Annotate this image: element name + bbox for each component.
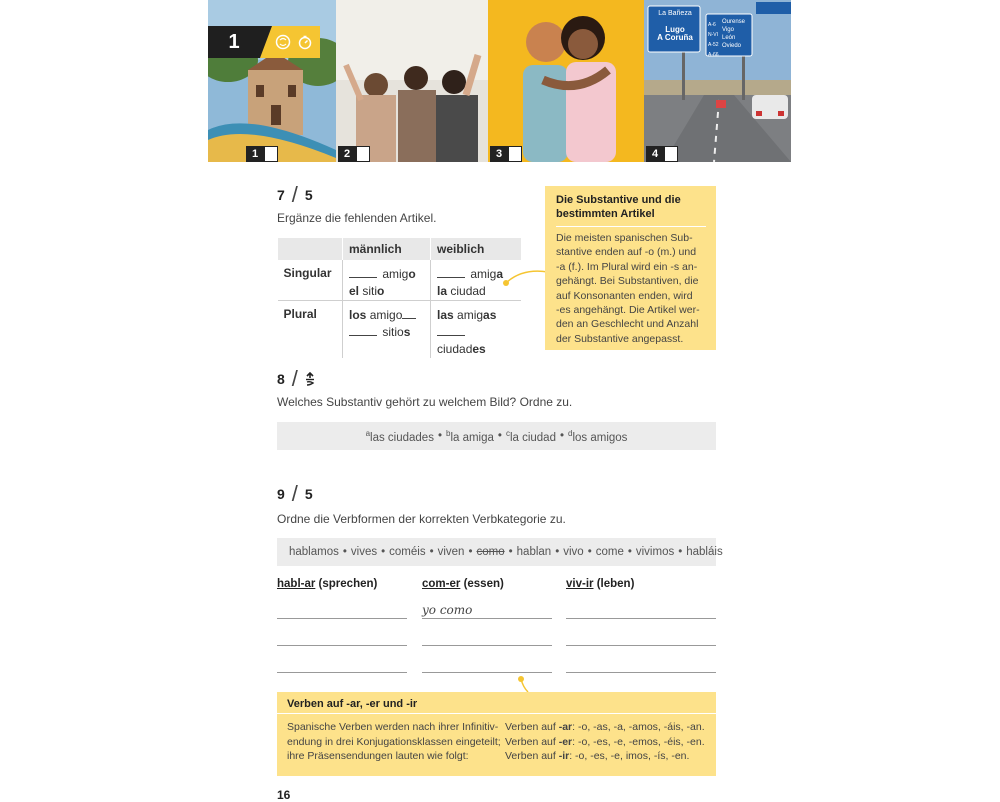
ending-blank[interactable] — [402, 307, 416, 319]
photo-3-number: 3 — [490, 146, 522, 162]
answer-line[interactable] — [566, 672, 716, 673]
brain-icon — [275, 34, 291, 50]
separator: • — [678, 546, 683, 558]
exercise-9-header: 9 / 5 — [277, 481, 313, 506]
separator: • — [587, 546, 592, 558]
answer-line[interactable] — [277, 618, 407, 619]
exercise-number: 8 — [277, 371, 285, 387]
cell-plural-feminine: las amigas ciudades — [431, 301, 522, 359]
article-blank[interactable] — [349, 266, 377, 278]
article-blank[interactable] — [349, 324, 377, 336]
separator: • — [468, 546, 473, 558]
verb-box-endings: Verben auf -ar: -o, -as, -a, -amos, -áis, -an. Verben auf -er: -o, -es, -e, -emos, -éis, -en. Verben auf -ir: -o, -es, -e, imos, -ís, -en. — [505, 721, 705, 762]
answer-line[interactable] — [566, 618, 716, 619]
answer-line[interactable] — [277, 645, 407, 646]
row-label-plural: Plural — [278, 301, 343, 359]
grammar-note-articles: Die Substantive und die bestimmten Artikel Die meisten spanischen Sub- stantive enden auf -o (m.) und -a (f.). Im Plural wird ein -s an- gehängt. Bei Substantiven, die auf Konsonanten enden, wird -es angehängt. Die Artikel wer- den an Geschlecht und Anzahl der Substantive angepasst. — [545, 186, 716, 350]
separator: • — [508, 546, 513, 558]
photo-1-number: 1 — [246, 146, 278, 162]
verb-item: vivimos — [635, 546, 675, 558]
word-item: $^b$la amiga — [445, 428, 494, 444]
word-bank-verbs — [277, 538, 723, 566]
separator: • — [342, 546, 347, 558]
separator: • — [381, 546, 386, 558]
verb-item: como — [476, 546, 505, 558]
grammar-note-verbs — [277, 692, 716, 776]
table-header-empty — [278, 238, 343, 260]
unit-number: 1 — [228, 30, 240, 53]
row-label-singular: Singular — [283, 266, 332, 280]
answer-line[interactable] — [422, 645, 552, 646]
unit-badge — [208, 26, 320, 58]
photo-4-number: 4 — [646, 146, 678, 162]
road-sign-left: La Bañeza Lugo A Coruña — [657, 10, 693, 42]
exercise-number: 9 — [277, 486, 285, 502]
exercise-8-instruction: Welches Substantiv gehört zu welchem Bild? Ordne zu. — [277, 395, 573, 409]
separator: • — [555, 546, 560, 558]
article-table — [277, 238, 521, 358]
verb-item: vivo — [563, 546, 584, 558]
answer-line[interactable] — [277, 672, 407, 673]
answer-line[interactable] — [566, 645, 716, 646]
column-header-ar: habl-ar (sprechen) — [277, 578, 378, 590]
verb-item: viven — [437, 546, 465, 558]
verb-item: hablamos — [289, 546, 339, 558]
exercise-8-header: 8 / — [277, 366, 315, 392]
exercise-7-header: 7 / 5 — [277, 182, 313, 207]
verb-box-title: Verben auf -ar, -er und -ir — [287, 698, 418, 710]
column-header-ir: viv-ir (leben) — [566, 578, 635, 590]
photo-3-hug — [488, 0, 644, 162]
table-header-masculine: männlich — [343, 238, 431, 260]
photo-2-friends — [336, 0, 488, 162]
word-item: $^a$las ciudades — [365, 428, 434, 444]
exercise-points: 5 — [304, 486, 313, 502]
separator: • — [627, 546, 632, 558]
article-blank[interactable] — [437, 324, 465, 336]
cell-singular-masculine: amigo el sitio — [343, 260, 431, 301]
photo-2-number: 2 — [338, 146, 370, 162]
verb-box-explanation: Spanische Verben werden nach ihrer Infinitiv- endung in drei Konjugationsklassen eingeteilt; ihre Präsensendungen lauten wie folgt: — [287, 721, 501, 762]
answer-line[interactable] — [422, 672, 552, 673]
cell-plural-masculine: los amigo sitios — [343, 301, 431, 359]
word-item: $^c$la ciudad — [505, 428, 556, 444]
table-header-feminine: weiblich — [431, 238, 522, 260]
verb-item: habláis — [686, 546, 723, 558]
timer-icon — [297, 34, 313, 50]
photo-4-road — [644, 0, 791, 162]
verb-item: coméis — [389, 546, 426, 558]
exercise-points: 5 — [304, 187, 313, 203]
cell-singular-feminine: amiga la ciudad — [431, 260, 522, 301]
fraction-icon — [305, 372, 315, 386]
verb-box-connector — [514, 674, 534, 694]
note-connector — [500, 262, 550, 288]
verb-item: hablan — [516, 546, 552, 558]
verb-item: come — [595, 546, 624, 558]
road-sign-right: Ourense Vigo León Oviedo — [722, 19, 746, 49]
photo-1-park-guell — [208, 0, 336, 162]
page-number: 16 — [277, 788, 291, 802]
exercise-number: 7 — [277, 187, 285, 203]
example-answer: yo como — [422, 603, 473, 617]
exercise-7-instruction: Ergänze die fehlenden Artikel. — [277, 211, 437, 225]
verb-item: vives — [350, 546, 378, 558]
column-header-er: com-er (essen) — [422, 578, 504, 590]
exercise-9-instruction: Ordne die Verbformen der korrekten Verbkategorie zu. — [277, 512, 566, 526]
note-title: Die Substantive und die bestimmten Artikel — [556, 194, 681, 220]
road-codes: A-6 N-VI A-52 A-66 — [708, 22, 719, 58]
word-bank-nouns: $^a$las ciudades • $^b$la amiga • $^c$la ciudad • $^d$los amigos — [277, 422, 716, 450]
answer-line[interactable] — [422, 618, 552, 619]
article-blank[interactable] — [437, 266, 465, 278]
separator: • — [429, 546, 434, 558]
word-item: $^d$los amigos — [568, 428, 628, 444]
